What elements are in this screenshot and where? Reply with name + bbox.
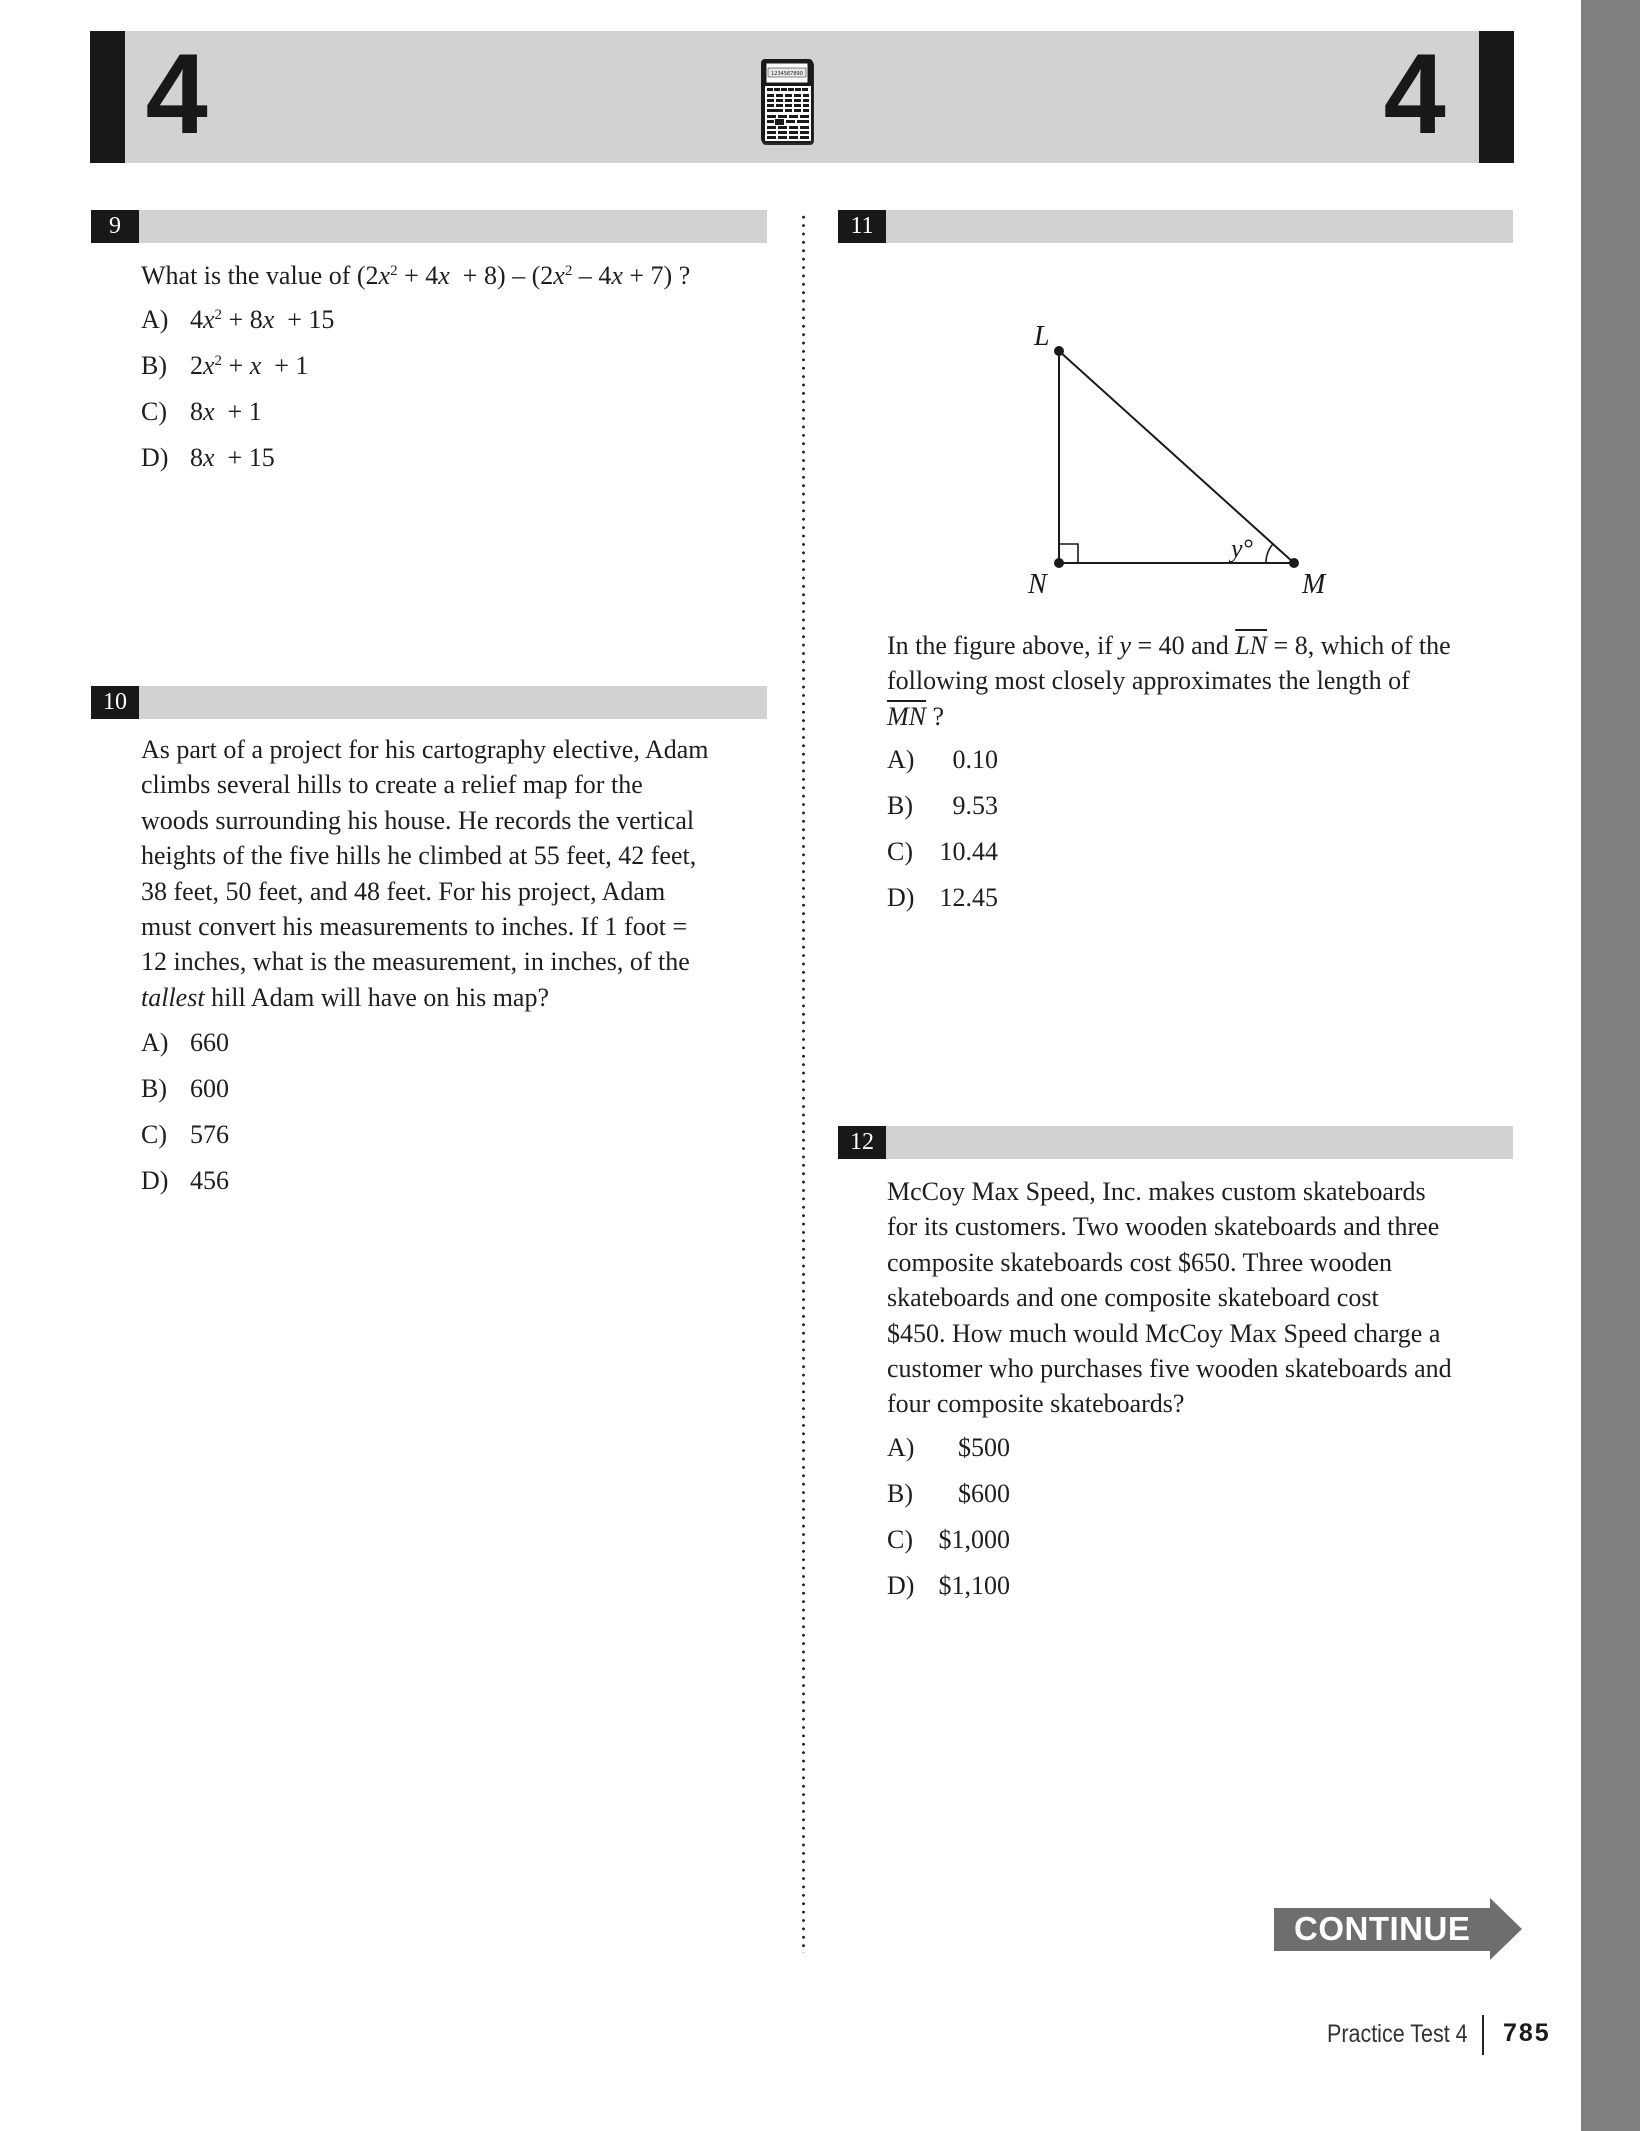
answer-option-c[interactable]: C) 8x + 1 bbox=[141, 397, 262, 426]
page-edge-tab bbox=[1581, 0, 1640, 2131]
answer-option-b[interactable]: B) $2x^2 + x + 1$ bbox=[141, 351, 309, 380]
question-number: 10 bbox=[91, 686, 139, 719]
answer-option-a[interactable]: A) $4x^2 + 8x + 15$ bbox=[141, 305, 335, 334]
question-11-options bbox=[887, 745, 998, 929]
footer-separator bbox=[1482, 2015, 1484, 2055]
calculator-icon bbox=[760, 58, 816, 147]
question-10-options bbox=[141, 1028, 229, 1212]
question-9-stem: What is the value of $(2x^2 + 4x + 8) - (2x^2 - 4x + 7)$ ? bbox=[141, 261, 691, 290]
vertex-label-m: M bbox=[1302, 569, 1326, 600]
section-number-left: 4 bbox=[145, 31, 208, 158]
question-12-stem: McCoy Max Speed, Inc. makes custom skateboards for its customers. Two wooden skateboards and three composite skateboards cost $650. Three wooden skateboards and one composite skateboard cost $450. How much would McCoy Max Speed charge a customer who purchases five wooden skateboards and four composite skateboards? bbox=[887, 1177, 1452, 1419]
answer-option-a[interactable]: A) 660 bbox=[141, 1028, 229, 1057]
question-11-stem: In the figure above, if y = 40 and $\overline{LN} = 8$, which of the following most closely approximates the length of $\overline{MN}$ ? bbox=[887, 631, 1451, 731]
question-12-options bbox=[887, 1433, 1010, 1617]
question-11-header bbox=[838, 210, 1513, 243]
answer-option-c[interactable]: C) $1,000 bbox=[887, 1525, 1010, 1554]
continue-button[interactable]: CONTINUE bbox=[1274, 1898, 1522, 1960]
answer-option-b[interactable]: B) 600 bbox=[141, 1074, 229, 1103]
question-12-header bbox=[838, 1126, 1513, 1159]
page-number: 785 bbox=[1503, 2019, 1551, 2047]
question-number: 11 bbox=[838, 210, 886, 243]
answer-option-b[interactable]: B) $600 bbox=[887, 1479, 1010, 1508]
vertex-label-l: L bbox=[1034, 321, 1050, 352]
section-number-right: 4 bbox=[1383, 31, 1446, 158]
answer-option-b[interactable]: B) 9.53 bbox=[887, 791, 998, 820]
question-9-header bbox=[91, 210, 767, 243]
answer-option-a[interactable]: A) 0.10 bbox=[887, 745, 998, 774]
question-number: 12 bbox=[838, 1126, 886, 1159]
triangle-figure bbox=[1000, 300, 1360, 610]
footer-test-title: Practice Test 4 bbox=[1327, 2020, 1468, 2048]
answer-option-a[interactable]: A) $500 bbox=[887, 1433, 1010, 1462]
answer-option-d[interactable]: D) $1,100 bbox=[887, 1571, 1010, 1600]
question-10-stem: As part of a project for his cartography elective, Adam climbs several hills to create a relief map for the woods surrounding his house. He records the vertical heights of the five hills he climbed at 55 feet, 42 feet, 38 feet, 50 feet, and 48 feet. For his project, Adam must convert his measurements to inches. If 1 foot = 12 inches, what is the measurement, in inches, of the tallest hill Adam will have on his map? bbox=[141, 735, 709, 1012]
answer-option-c[interactable]: C) 576 bbox=[141, 1120, 229, 1149]
section-header-left-bar bbox=[90, 31, 125, 163]
svg-text:1234567890: 1234567890 bbox=[771, 71, 803, 77]
question-9-options bbox=[141, 305, 334, 489]
answer-option-d[interactable]: D) 456 bbox=[141, 1166, 229, 1195]
question-number: 9 bbox=[91, 210, 139, 243]
column-divider bbox=[802, 213, 805, 1953]
angle-label-y: y° bbox=[1231, 534, 1253, 563]
section-header-right-bar bbox=[1479, 31, 1514, 163]
question-10-header bbox=[91, 686, 767, 719]
answer-option-d[interactable]: D) 8x + 15 bbox=[141, 443, 275, 472]
vertex-label-n: N bbox=[1028, 569, 1047, 600]
answer-option-d[interactable]: D) 12.45 bbox=[887, 883, 998, 912]
answer-option-c[interactable]: C) 10.44 bbox=[887, 837, 998, 866]
